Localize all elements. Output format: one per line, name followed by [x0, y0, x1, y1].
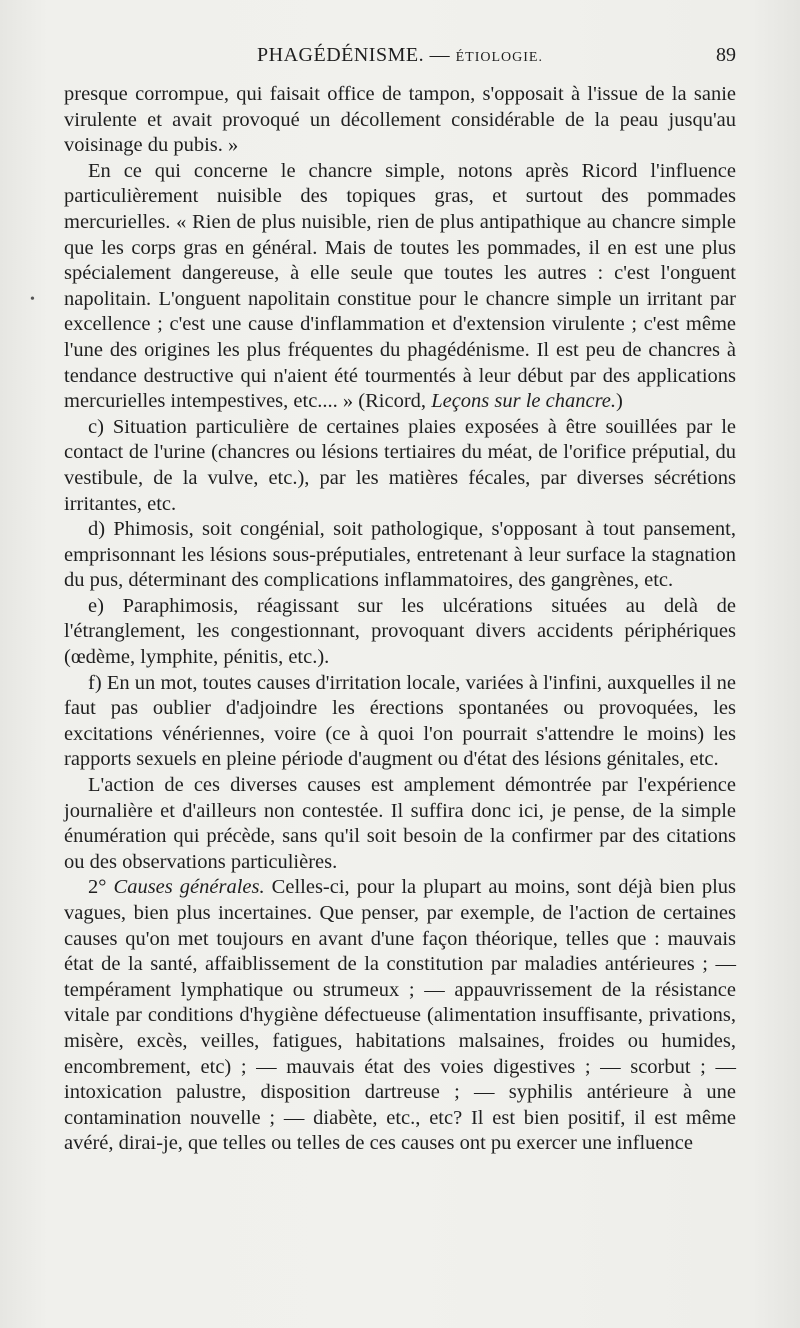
paragraph-chancre-simple-text: En ce qui concerne le chancre simple, notons après Ricord l'influence particulièrement nuisible des topiques gras, et surtout des pommades mercurielles. « Rien de plus nuisible, rien de plus antipathique au chancre simple que les corps gras en général. Mais de toutes les pommades, il en est une plus spécialement dangereuse, à elle seule que toutes les autres : c'est l'onguent napolitain. L'onguent napolitain constitue pour le chancre simple un irritant par excellence ; c'est une cause d'inflammation et d'extension virulente ; c'est même l'une des origines les plus fréquentes du phagédénisme. Il est peu de chancres à tendance destructive qui n'aient été tourmentés à leur début par des applications mercurielles intempestives, etc.... » (Ricord, — [64, 159, 736, 413]
running-title-dash: — — [424, 44, 456, 66]
paragraph-action: L'action de ces diverses causes est amplement démontrée par l'expérience journalière et d'ailleurs non contestée. Il suffira donc ici, je pense, de la simple énumération qui précède, sans qu'il soit besoin de la confirmer par des citations ou des observations particulières. — [64, 774, 736, 873]
running-title-sub: ÉTIOLOGIE. — [455, 50, 543, 65]
paragraph-item-d: d) Phimosis, soit congénial, soit pathologique, s'opposant à tout pansement, emprisonnant les lésions sous-préputiales, entretenant à leur surface la stagnation du pus, déterminant des complications inflammatoires, des gangrènes, etc. — [64, 518, 736, 592]
body-text — [64, 82, 736, 1157]
paragraph-item-c: c) Situation particulière de certaines plaies exposées à être souillées par le contact de l'urine (chancres ou lésions tertiaires du méat, de l'orifice préputial, du vestibule, de la vulve, etc.), par les matières fécales, par diverses sécrétions irritantes, etc. — [64, 415, 736, 515]
page-header — [64, 44, 736, 74]
citation-title: Leçons sur le chancre. — [431, 390, 617, 413]
running-title-main: PHAGÉDÉNISME. — [257, 44, 425, 66]
citation-close: ) — [616, 390, 623, 413]
paragraph-continued: presque corrompue, qui faisait office de tampon, s'opposait à l'issue de la sanie virulente et avait provoqué un décollement considérable de la peau jusqu'au voisinage du pubis. » — [64, 83, 736, 157]
margin-mark: • — [30, 292, 35, 307]
paragraph-chancre-simple — [64, 159, 736, 415]
section-title: Causes générales. — [113, 876, 265, 899]
section-number: 2° — [88, 876, 114, 899]
paragraph-item-f: f) En un mot, toutes causes d'irritation locale, variées à l'infini, auxquelles il ne faut pas oublier d'adjoindre les érections spontanées ou provoquées, les excitations vénériennes, voire (ce à quoi l'on pourrait s'attendre le moins) les rapports sexuels en pleine période d'augment ou d'état des lésions génitales, etc. — [64, 671, 736, 771]
section-text: Celles-ci, pour la plupart au moins, sont déjà bien plus vagues, bien plus incertaines. Que penser, par exemple, de l'action de certaines causes qu'on met toujours en avant d'une façon théorique, telles que : mauvais état de la santé, affaiblissement de la constitution par maladies antérieures ; — tempérament lymphatique ou strumeux ; — appauvrissement de la résistance vitale par conditions d'hygiène défectueuse (alimentation insuffisante, privations, misère, excès, veilles, fatigues, habitations malsaines, froides ou humides, encombrement, etc) ; — mauvais état des voies digestives ; — scorbut ; — intoxication palustre, disposition dartreuse ; — syphilis antérieure à une contamination nouvelle ; — diabète, etc., etc? Il est bien positif, il est même avéré, dirai-je, que telles ou telles de ces causes ont pu exercer une influence — [64, 876, 736, 1155]
running-title — [64, 44, 736, 67]
paragraph-item-e: e) Paraphimosis, réagissant sur les ulcérations situées au delà de l'étranglement, les congestionnant, provoquant divers accidents périphériques (œdème, lymphite, pénitis, etc.). — [64, 594, 736, 669]
paragraph-causes-generales — [64, 875, 736, 1157]
page-number: 89 — [716, 44, 736, 66]
